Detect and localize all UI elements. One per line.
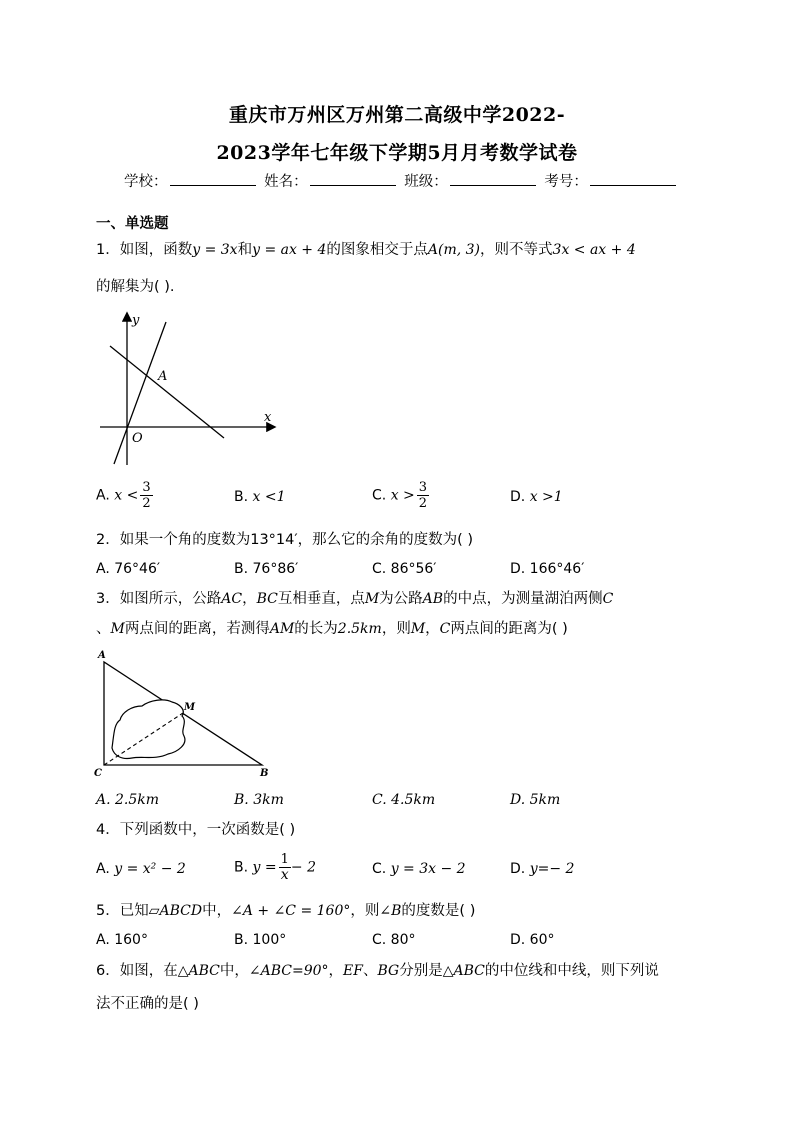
x-axis-label: x: [264, 410, 272, 425]
name-label: 姓名：: [264, 174, 308, 190]
q4-option-b[interactable]: B. y = $\frac{1}{x}$ − 2: [234, 852, 316, 883]
q3-text-line2: 、M两点间的距离，若测得AM的长为2.5km，则M，C两点间的距离为( ): [96, 621, 568, 637]
label-m: M: [184, 702, 196, 713]
class-blank[interactable]: [450, 171, 536, 186]
number-label: 考号：: [544, 174, 588, 190]
class-label: 班级：: [404, 174, 448, 190]
q5-option-b[interactable]: B. 100°: [234, 932, 287, 948]
school-blank[interactable]: [170, 171, 256, 186]
q1-text-line2: 的解集为( ).: [96, 279, 175, 295]
q1-option-d[interactable]: D. x >1: [510, 489, 563, 505]
q3-option-c[interactable]: C. 4.5km: [372, 792, 436, 808]
q4-option-d[interactable]: D. y=− 2: [510, 861, 575, 877]
q6-text: 6．如图，在△ABC中，∠ABC=90°，EF、BG分别是△ABC的中位线和中线，则下列说: [96, 963, 659, 979]
q3-option-b[interactable]: B. 3km: [234, 792, 284, 808]
section-heading: 一、单选题: [96, 216, 169, 232]
school-label: 学校：: [124, 174, 168, 190]
q5-option-a[interactable]: A. 160°: [96, 932, 148, 948]
q4-option-c[interactable]: C. y = 3x − 2: [372, 861, 466, 877]
number-blank[interactable]: [590, 171, 676, 186]
q2-option-a[interactable]: A. 76°46′: [96, 561, 161, 577]
point-a-label: A: [158, 369, 168, 384]
label-c: C: [94, 768, 102, 779]
q2-option-b[interactable]: B. 76°86′: [234, 561, 299, 577]
name-blank[interactable]: [310, 171, 396, 186]
q1-text: 1．如图，函数y = 3x和y = ax + 4的图象相交于点A(m, 3)，则不等式3x < ax + 4: [96, 242, 636, 258]
q3-option-a[interactable]: A. 2.5km: [96, 792, 160, 808]
q2-option-c[interactable]: C. 86°56′: [372, 561, 437, 577]
q1-option-b[interactable]: B. x <1: [234, 489, 286, 505]
q2-option-d[interactable]: D. 166°46′: [510, 561, 585, 577]
q5-option-c[interactable]: C. 80°: [372, 932, 416, 948]
q3-option-d[interactable]: D. 5km: [510, 792, 561, 808]
label-a: A: [98, 650, 106, 661]
label-b: B: [260, 768, 269, 779]
q5-option-d[interactable]: D. 60°: [510, 932, 555, 948]
q1-option-c[interactable]: C. x > $\frac{3}{2}$: [372, 480, 428, 511]
q5-text: 5．已知▱ABCD中，∠A + ∠C = 160°，则∠B的度数是( ): [96, 903, 476, 919]
info-line: [124, 171, 680, 192]
lake-shape: [112, 700, 185, 759]
y-axis-label: y: [132, 313, 140, 328]
q4-text: 4．下列函数中，一次函数是( ): [96, 822, 296, 838]
origin-label: O: [132, 431, 143, 446]
q3-text: 3．如图所示，公路AC，BC互相垂直，点M为公路AB的中点，为测量湖泊两侧C: [96, 591, 614, 607]
title-line-1: 重庆市万州区万州第二高级中学2022-: [228, 104, 566, 126]
q3-figure: [94, 648, 279, 782]
q1-option-a[interactable]: A. x < $\frac{3}{2}$: [96, 480, 151, 511]
q2-text: 2．如果一个角的度数为13°14′，那么它的余角的度数为( ): [96, 532, 474, 548]
q6-text-line2: 法不正确的是( ): [96, 996, 199, 1012]
q1-graph: [96, 308, 281, 468]
title-line-2: 2023学年七年级下学期5月月考数学试卷: [216, 142, 578, 164]
q4-option-a[interactable]: A. y = x² − 2: [96, 861, 186, 877]
